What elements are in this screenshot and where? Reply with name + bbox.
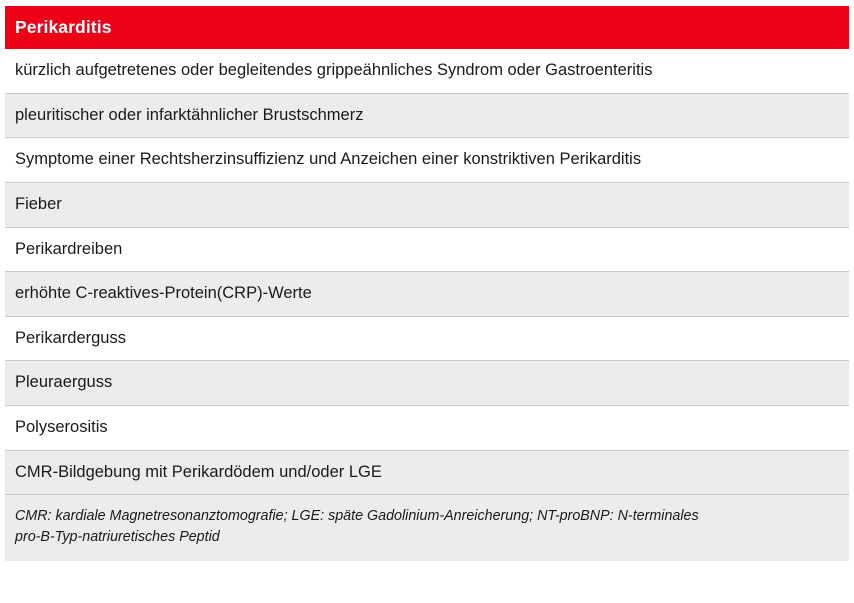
table-cell-criterion: CMR-Bildgebung mit Perikardödem und/oder LGE xyxy=(5,450,849,495)
table-cell-criterion: Fieber xyxy=(5,182,849,227)
table-header-row xyxy=(5,6,849,49)
table-row xyxy=(5,316,849,361)
table-cell-criterion: Perikardreiben xyxy=(5,227,849,272)
table-cell-criterion: Symptome einer Rechtsherzinsuffizienz und Anzeichen einer konstriktiven Perikarditis xyxy=(5,138,849,183)
table-row xyxy=(5,406,849,451)
table-row xyxy=(5,227,849,272)
table-cell-criterion: kürzlich aufgetretenes oder begleitendes grippeähnliches Syndrom oder Gastroenteritis xyxy=(5,49,849,93)
table-cell-criterion: Polyserositis xyxy=(5,406,849,451)
table-cell-criterion: Perikarderguss xyxy=(5,316,849,361)
table-row xyxy=(5,361,849,406)
table-row xyxy=(5,93,849,138)
clinical-criteria-table xyxy=(5,6,849,561)
table-row xyxy=(5,272,849,317)
table-row xyxy=(5,138,849,183)
table-row xyxy=(5,450,849,495)
footnote-line-1: CMR: kardiale Magnetresonanztomografie; LGE: späte Gadolinium-Anreicherung; NT-proBNP: N-terminales xyxy=(15,508,699,525)
footnote-line-2: pro-B-Typ-natriuretisches Peptid xyxy=(15,528,220,545)
table-cell-criterion: Pleuraerguss xyxy=(5,361,849,406)
table-cell-criterion: erhöhte C-reaktives-Protein(CRP)-Werte xyxy=(5,272,849,317)
table-row xyxy=(5,49,849,93)
table-footnote xyxy=(5,495,849,561)
table-header-title: Perikarditis xyxy=(5,6,849,49)
table-row xyxy=(5,182,849,227)
table-cell-criterion: pleuritischer oder infarktähnlicher Brustschmerz xyxy=(5,93,849,138)
table-footnote-row xyxy=(5,495,849,561)
